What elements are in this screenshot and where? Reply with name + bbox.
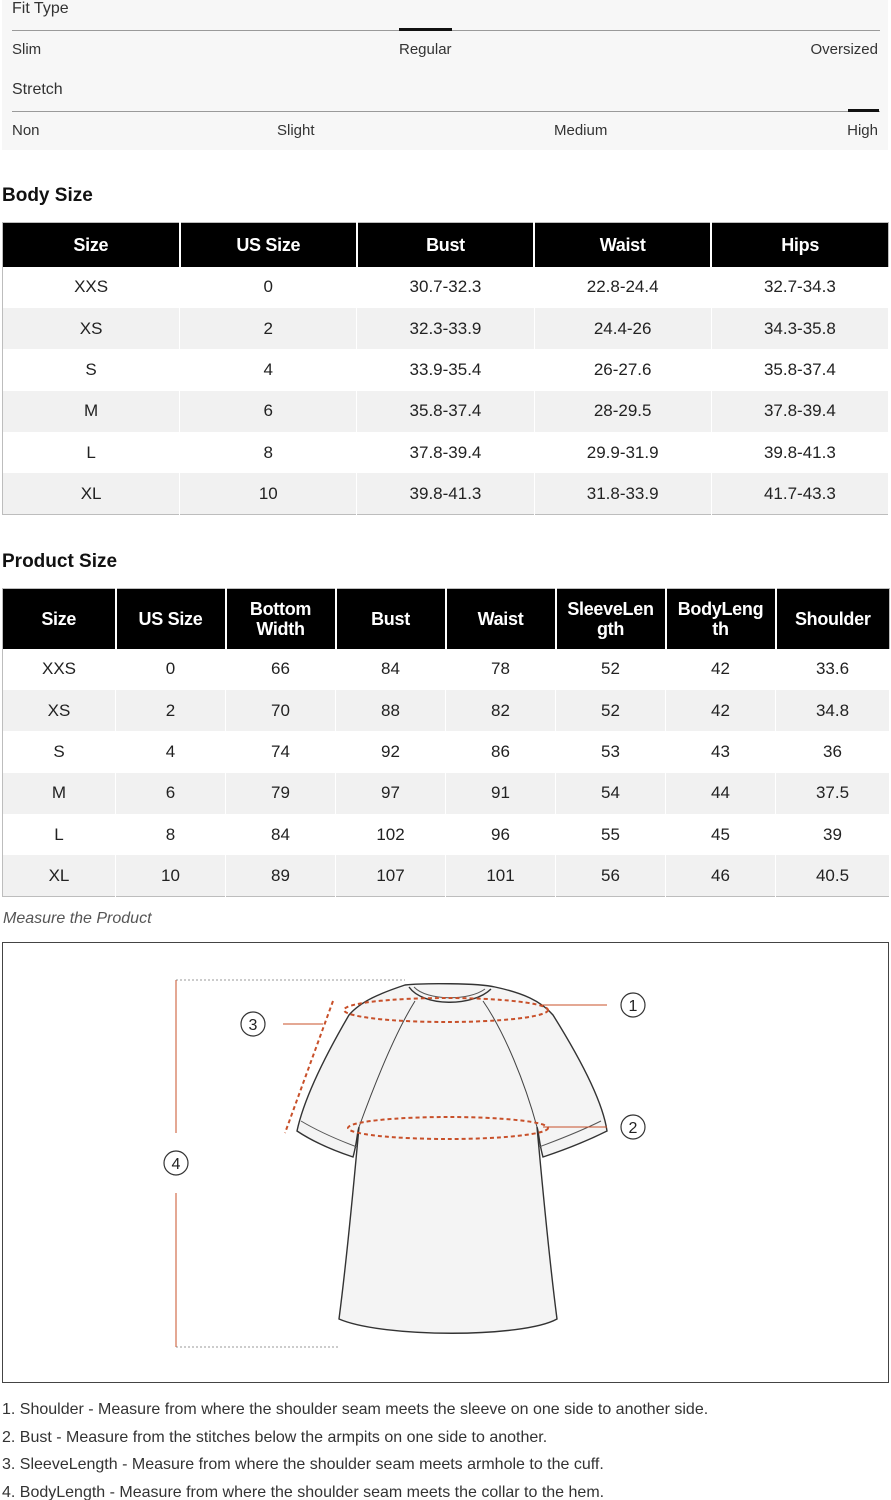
header-waist: Waist [534, 223, 711, 267]
note-body-length: 4. BodyLength - Measure from where the shoulder seam meets the collar to the hem. [2, 1483, 605, 1500]
table-cell: 44 [666, 773, 776, 814]
table-cell: 42 [666, 690, 776, 731]
table-cell: 6 [180, 391, 357, 432]
header-bust: Bust [336, 589, 446, 649]
stretch-title: Stretch [12, 81, 63, 98]
table-cell: 40.5 [776, 855, 890, 896]
table-cell: 39 [776, 814, 890, 855]
stretch-label-high: High [847, 122, 878, 139]
table-cell: 74 [226, 731, 336, 772]
table-cell: S [3, 349, 180, 390]
table-cell: 53 [556, 731, 666, 772]
table-cell: 0 [180, 267, 357, 308]
table-row [3, 814, 890, 855]
table-cell: 42 [666, 649, 776, 690]
table-row [3, 308, 889, 349]
table-cell: XS [3, 308, 180, 349]
table-row [3, 473, 889, 514]
table-cell: 96 [446, 814, 556, 855]
table-cell: 46 [666, 855, 776, 896]
table-cell: XL [3, 473, 180, 514]
table-row [3, 773, 890, 814]
table-cell: 70 [226, 690, 336, 731]
table-row [3, 855, 890, 896]
table-cell: 101 [446, 855, 556, 896]
tshirt-diagram [3, 943, 888, 1382]
fit-type-label-slim: Slim [12, 41, 42, 58]
table-cell: M [3, 391, 180, 432]
header-sleeve-length: SleeveLength [556, 589, 666, 649]
table-cell: 8 [180, 432, 357, 473]
table-cell: XXS [3, 649, 116, 690]
stretch-label-non: Non [12, 122, 40, 139]
table-cell: 37.8-39.4 [357, 432, 534, 473]
body-size-title: Body Size [2, 185, 93, 206]
table-cell: 24.4-26 [534, 308, 711, 349]
table-row [3, 690, 890, 731]
table-cell: M [3, 773, 116, 814]
table-cell: 2 [180, 308, 357, 349]
table-cell: 39.8-41.3 [357, 473, 534, 514]
table-cell: 10 [180, 473, 357, 514]
table-cell: 33.9-35.4 [357, 349, 534, 390]
table-cell: 35.8-37.4 [357, 391, 534, 432]
table-cell: L [3, 814, 116, 855]
table-cell: XL [3, 855, 116, 896]
header-shoulder: Shoulder [776, 589, 890, 649]
table-cell: 66 [226, 649, 336, 690]
stretch-label-slight: Slight [277, 122, 315, 139]
stretch-scale-line [12, 111, 880, 112]
table-cell: XS [3, 690, 116, 731]
table-cell: 26-27.6 [534, 349, 711, 390]
table-cell: 56 [556, 855, 666, 896]
note-sleeve-length: 3. SleeveLength - Measure from where the shoulder seam meets armhole to the cuff. [2, 1456, 604, 1473]
body-size-table [2, 222, 889, 515]
table-cell: 34.8 [776, 690, 890, 731]
table-cell: 4 [180, 349, 357, 390]
table-cell: 28-29.5 [534, 391, 711, 432]
table-cell: 41.7-43.3 [711, 473, 888, 514]
stretch-selected-marker [848, 109, 879, 112]
table-cell: 89 [226, 855, 336, 896]
table-cell: 102 [336, 814, 446, 855]
table-row [3, 649, 890, 690]
measure-diagram [2, 942, 889, 1383]
table-cell: 78 [446, 649, 556, 690]
table-cell: 0 [116, 649, 226, 690]
table-cell: 10 [116, 855, 226, 896]
fit-type-label-oversized: Oversized [810, 41, 878, 58]
product-size-title: Product Size [2, 551, 118, 572]
table-row [3, 731, 890, 772]
table-cell: 86 [446, 731, 556, 772]
table-cell: 34.3-35.8 [711, 308, 888, 349]
table-cell: 82 [446, 690, 556, 731]
fit-type-title: Fit Type [12, 0, 69, 17]
measure-notes [2, 1396, 889, 1500]
tshirt-outline [297, 984, 607, 1334]
table-cell: 32.7-34.3 [711, 267, 888, 308]
table-cell: 79 [226, 773, 336, 814]
marker-2-label: 2 [628, 1120, 638, 1137]
table-cell: 52 [556, 690, 666, 731]
table-cell: 8 [116, 814, 226, 855]
table-cell: 84 [336, 649, 446, 690]
table-cell: 6 [116, 773, 226, 814]
table-cell: 36 [776, 731, 890, 772]
table-row [3, 267, 889, 308]
table-header-row [3, 589, 890, 649]
table-cell: 33.6 [776, 649, 890, 690]
fit-type-label-regular: Regular [399, 41, 452, 58]
table-row [3, 349, 889, 390]
table-cell: S [3, 731, 116, 772]
marker-4-label: 4 [171, 1156, 181, 1173]
header-bottom-width: Bottom Width [226, 589, 336, 649]
header-size: Size [3, 223, 180, 267]
table-cell: XXS [3, 267, 180, 308]
table-cell: 39.8-41.3 [711, 432, 888, 473]
table-cell: 4 [116, 731, 226, 772]
header-size: Size [3, 589, 116, 649]
marker-1-label: 1 [628, 998, 638, 1015]
table-cell: 88 [336, 690, 446, 731]
fit-stretch-panel [2, 0, 888, 150]
table-cell: 35.8-37.4 [711, 349, 888, 390]
table-cell: 45 [666, 814, 776, 855]
table-cell: 43 [666, 731, 776, 772]
table-cell: 55 [556, 814, 666, 855]
table-row [3, 391, 889, 432]
table-cell: 32.3-33.9 [357, 308, 534, 349]
note-bust: 2. Bust - Measure from the stitches below the armpits on one side to another. [2, 1428, 548, 1446]
table-header-row [3, 223, 889, 267]
table-cell: 37.5 [776, 773, 890, 814]
table-cell: 97 [336, 773, 446, 814]
stretch-label-medium: Medium [554, 122, 608, 139]
table-row [3, 432, 889, 473]
header-bust: Bust [357, 223, 534, 267]
header-waist: Waist [446, 589, 556, 649]
table-cell: 2 [116, 690, 226, 731]
table-cell: 29.9-31.9 [534, 432, 711, 473]
measure-caption: Measure the Product [3, 910, 152, 927]
table-cell: 31.8-33.9 [534, 473, 711, 514]
table-cell: 91 [446, 773, 556, 814]
note-shoulder: 1. Shoulder - Measure from where the shoulder seam meets the sleeve on one side to another side. [2, 1401, 709, 1418]
table-cell: L [3, 432, 180, 473]
table-cell: 22.8-24.4 [534, 267, 711, 308]
header-us-size: US Size [180, 223, 357, 267]
table-cell: 30.7-32.3 [357, 267, 534, 308]
header-body-length: BodyLength [666, 589, 776, 649]
table-cell: 107 [336, 855, 446, 896]
table-cell: 52 [556, 649, 666, 690]
product-size-table [2, 588, 890, 897]
marker-3-label: 3 [248, 1017, 258, 1034]
table-cell: 84 [226, 814, 336, 855]
header-us-size: US Size [116, 589, 226, 649]
table-cell: 54 [556, 773, 666, 814]
fit-type-selected-marker [399, 28, 452, 31]
table-cell: 92 [336, 731, 446, 772]
header-hips: Hips [711, 223, 888, 267]
table-cell: 37.8-39.4 [711, 391, 888, 432]
